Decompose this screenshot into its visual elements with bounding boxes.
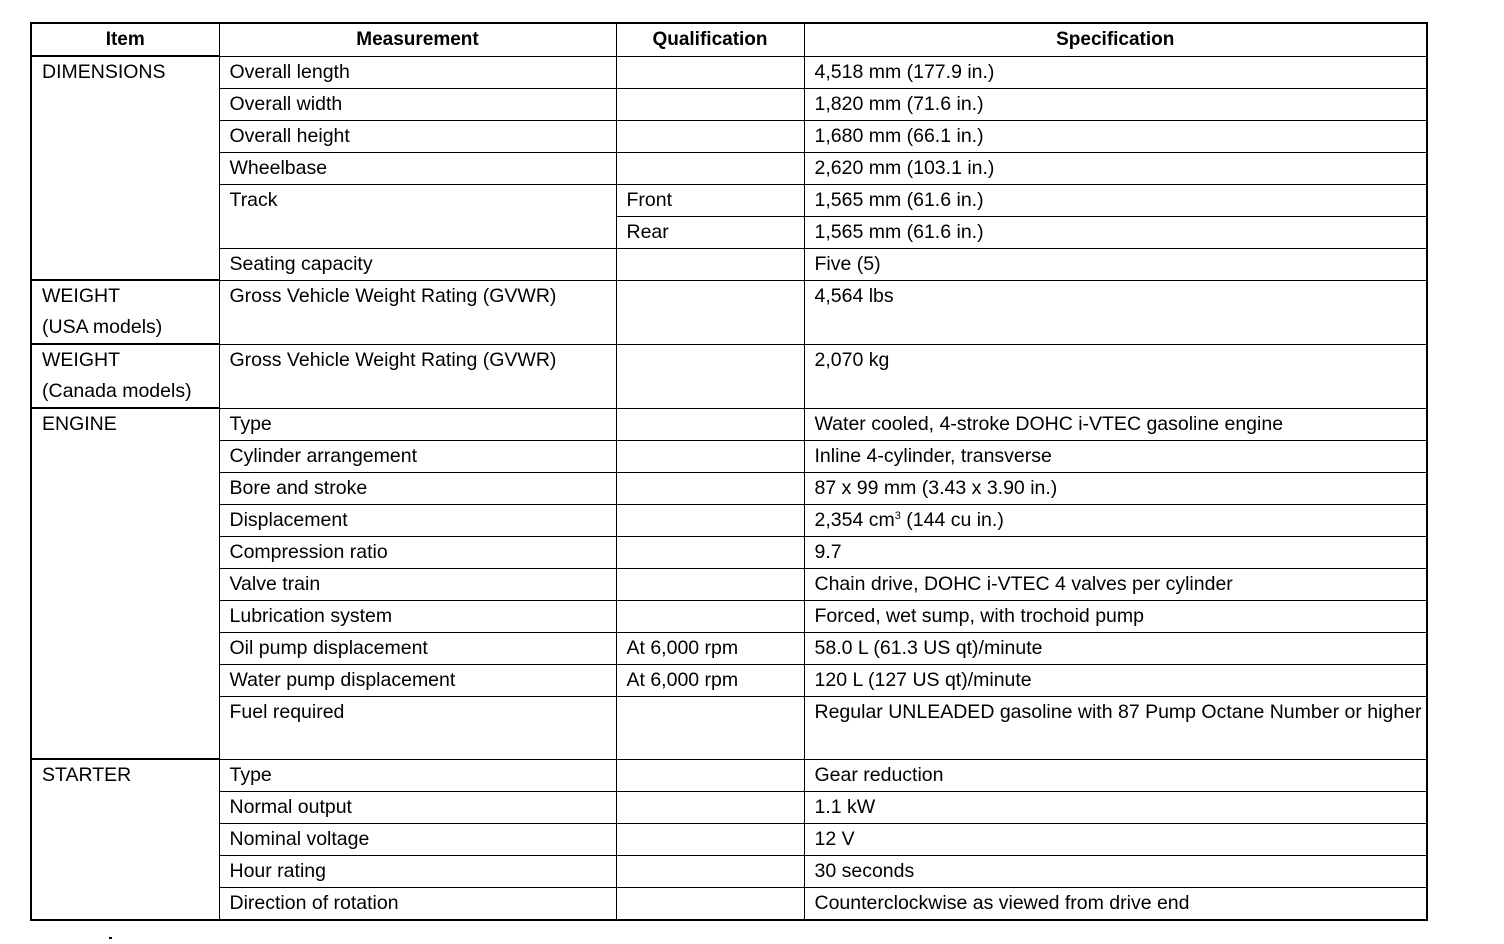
- specification-cell: Regular UNLEADED gasoline with 87 Pump Octane Number or higher: [804, 696, 1427, 759]
- measurement-cell: Gross Vehicle Weight Rating (GVWR): [219, 344, 616, 408]
- table-row: [31, 568, 1427, 600]
- header-specification: Specification: [804, 23, 1427, 56]
- measurement-cell: Compression ratio: [219, 536, 616, 568]
- qualification-cell: Rear: [616, 216, 804, 248]
- specification-cell: 1.1 kW: [804, 791, 1427, 823]
- item-weight-canada: [31, 344, 219, 408]
- item-engine: ENGINE: [31, 408, 219, 759]
- measurement-cell: Oil pump displacement: [219, 632, 616, 664]
- header-item: Item: [31, 23, 219, 56]
- measurement-cell: Type: [219, 408, 616, 440]
- measurement-cell: Bore and stroke: [219, 472, 616, 504]
- table-row: [31, 472, 1427, 504]
- measurement-cell: Normal output: [219, 791, 616, 823]
- specification-cell: 30 seconds: [804, 855, 1427, 887]
- specification-cell: Counterclockwise as viewed from drive end: [804, 887, 1427, 920]
- displacement-value: 2,354 cm: [814, 508, 895, 531]
- table-row: [31, 600, 1427, 632]
- qualification-cell: [616, 248, 804, 280]
- table-row: [31, 120, 1427, 152]
- qualification-cell: [616, 791, 804, 823]
- item-dimensions: DIMENSIONS: [31, 56, 219, 280]
- table-row: [31, 823, 1427, 855]
- qualification-cell: Front: [616, 184, 804, 216]
- table-row: [31, 664, 1427, 696]
- specification-cell: Inline 4-cylinder, transverse: [804, 440, 1427, 472]
- item-weight-usa-line1: WEIGHT: [42, 285, 120, 307]
- item-weight-canada-line1: WEIGHT: [42, 349, 120, 371]
- qualification-cell: [616, 152, 804, 184]
- table-row: [31, 56, 1427, 88]
- qualification-cell: [616, 504, 804, 536]
- measurement-cell: Water pump displacement: [219, 664, 616, 696]
- header-qualification: Qualification: [616, 23, 804, 56]
- qualification-cell: [616, 855, 804, 887]
- qualification-cell: [616, 440, 804, 472]
- qualification-cell: [616, 536, 804, 568]
- table-row: [31, 248, 1427, 280]
- qualification-cell: [616, 408, 804, 440]
- table-row: [31, 184, 1427, 216]
- measurement-cell: Fuel required: [219, 696, 616, 759]
- measurement-cell: Nominal voltage: [219, 823, 616, 855]
- qualification-cell: [616, 600, 804, 632]
- specification-cell: 1,565 mm (61.6 in.): [804, 184, 1427, 216]
- item-weight-canada-line2: (Canada models): [42, 380, 192, 402]
- specification-cell: 2,070 kg: [804, 344, 1427, 408]
- specification-cell: Gear reduction: [804, 759, 1427, 791]
- specification-cell: 1,565 mm (61.6 in.): [804, 216, 1427, 248]
- table-row: [31, 855, 1427, 887]
- specification-cell: 120 L (127 US qt)/minute: [804, 664, 1427, 696]
- displacement-rest: (144 cu in.): [900, 508, 1004, 531]
- measurement-cell: Hour rating: [219, 855, 616, 887]
- measurement-cell: Valve train: [219, 568, 616, 600]
- measurement-cell: Gross Vehicle Weight Rating (GVWR): [219, 280, 616, 344]
- specifications-table: [30, 22, 1428, 921]
- qualification-cell: [616, 696, 804, 759]
- specification-cell: 4,564 lbs: [804, 280, 1427, 344]
- item-weight-usa: [31, 280, 219, 344]
- measurement-cell: Direction of rotation: [219, 887, 616, 920]
- qualification-cell: [616, 759, 804, 791]
- stray-mark: [109, 937, 112, 939]
- header-measurement: Measurement: [219, 23, 616, 56]
- measurement-cell: Track: [219, 184, 616, 248]
- table-row: [31, 88, 1427, 120]
- measurement-cell: Overall height: [219, 120, 616, 152]
- qualification-cell: [616, 344, 804, 408]
- measurement-cell: Lubrication system: [219, 600, 616, 632]
- table-row: [31, 152, 1427, 184]
- qualification-cell: [616, 823, 804, 855]
- table-row: [31, 280, 1427, 344]
- specification-cell: Five (5): [804, 248, 1427, 280]
- qualification-cell: [616, 88, 804, 120]
- qualification-cell: [616, 887, 804, 920]
- qualification-cell: [616, 280, 804, 344]
- qualification-cell: At 6,000 rpm: [616, 632, 804, 664]
- table-row: [31, 536, 1427, 568]
- specification-cell: 9.7: [804, 536, 1427, 568]
- table-row: [31, 344, 1427, 408]
- displacement-superscript: 3: [894, 509, 901, 522]
- specification-cell: 1,680 mm (66.1 in.): [804, 120, 1427, 152]
- qualification-cell: [616, 568, 804, 600]
- specification-cell: Forced, wet sump, with trochoid pump: [804, 600, 1427, 632]
- measurement-cell: Overall length: [219, 56, 616, 88]
- specification-cell: 1,820 mm (71.6 in.): [804, 88, 1427, 120]
- specification-cell: 2,620 mm (103.1 in.): [804, 152, 1427, 184]
- specification-cell: 87 x 99 mm (3.43 x 3.90 in.): [804, 472, 1427, 504]
- item-starter: STARTER: [31, 759, 219, 920]
- table-row: [31, 887, 1427, 920]
- header-row: [31, 23, 1427, 56]
- qualification-cell: [616, 56, 804, 88]
- specification-cell: Chain drive, DOHC i-VTEC 4 valves per cylinder: [804, 568, 1427, 600]
- specification-cell: [804, 504, 1427, 536]
- measurement-cell: Displacement: [219, 504, 616, 536]
- item-weight-usa-line2: (USA models): [42, 316, 163, 338]
- qualification-cell: [616, 472, 804, 504]
- qualification-cell: [616, 120, 804, 152]
- measurement-cell: Overall width: [219, 88, 616, 120]
- measurement-cell: Wheelbase: [219, 152, 616, 184]
- specification-cell: Water cooled, 4-stroke DOHC i-VTEC gasoline engine: [804, 408, 1427, 440]
- table-row: [31, 504, 1427, 536]
- specification-cell: 4,518 mm (177.9 in.): [804, 56, 1427, 88]
- table-row: [31, 408, 1427, 440]
- table-row: [31, 791, 1427, 823]
- table-row: [31, 759, 1427, 791]
- measurement-cell: Seating capacity: [219, 248, 616, 280]
- table-row: [31, 632, 1427, 664]
- measurement-cell: Type: [219, 759, 616, 791]
- table-row: [31, 440, 1427, 472]
- measurement-cell: Cylinder arrangement: [219, 440, 616, 472]
- qualification-cell: At 6,000 rpm: [616, 664, 804, 696]
- specification-cell: 12 V: [804, 823, 1427, 855]
- specification-cell: 58.0 L (61.3 US qt)/minute: [804, 632, 1427, 664]
- table-row: [31, 696, 1427, 759]
